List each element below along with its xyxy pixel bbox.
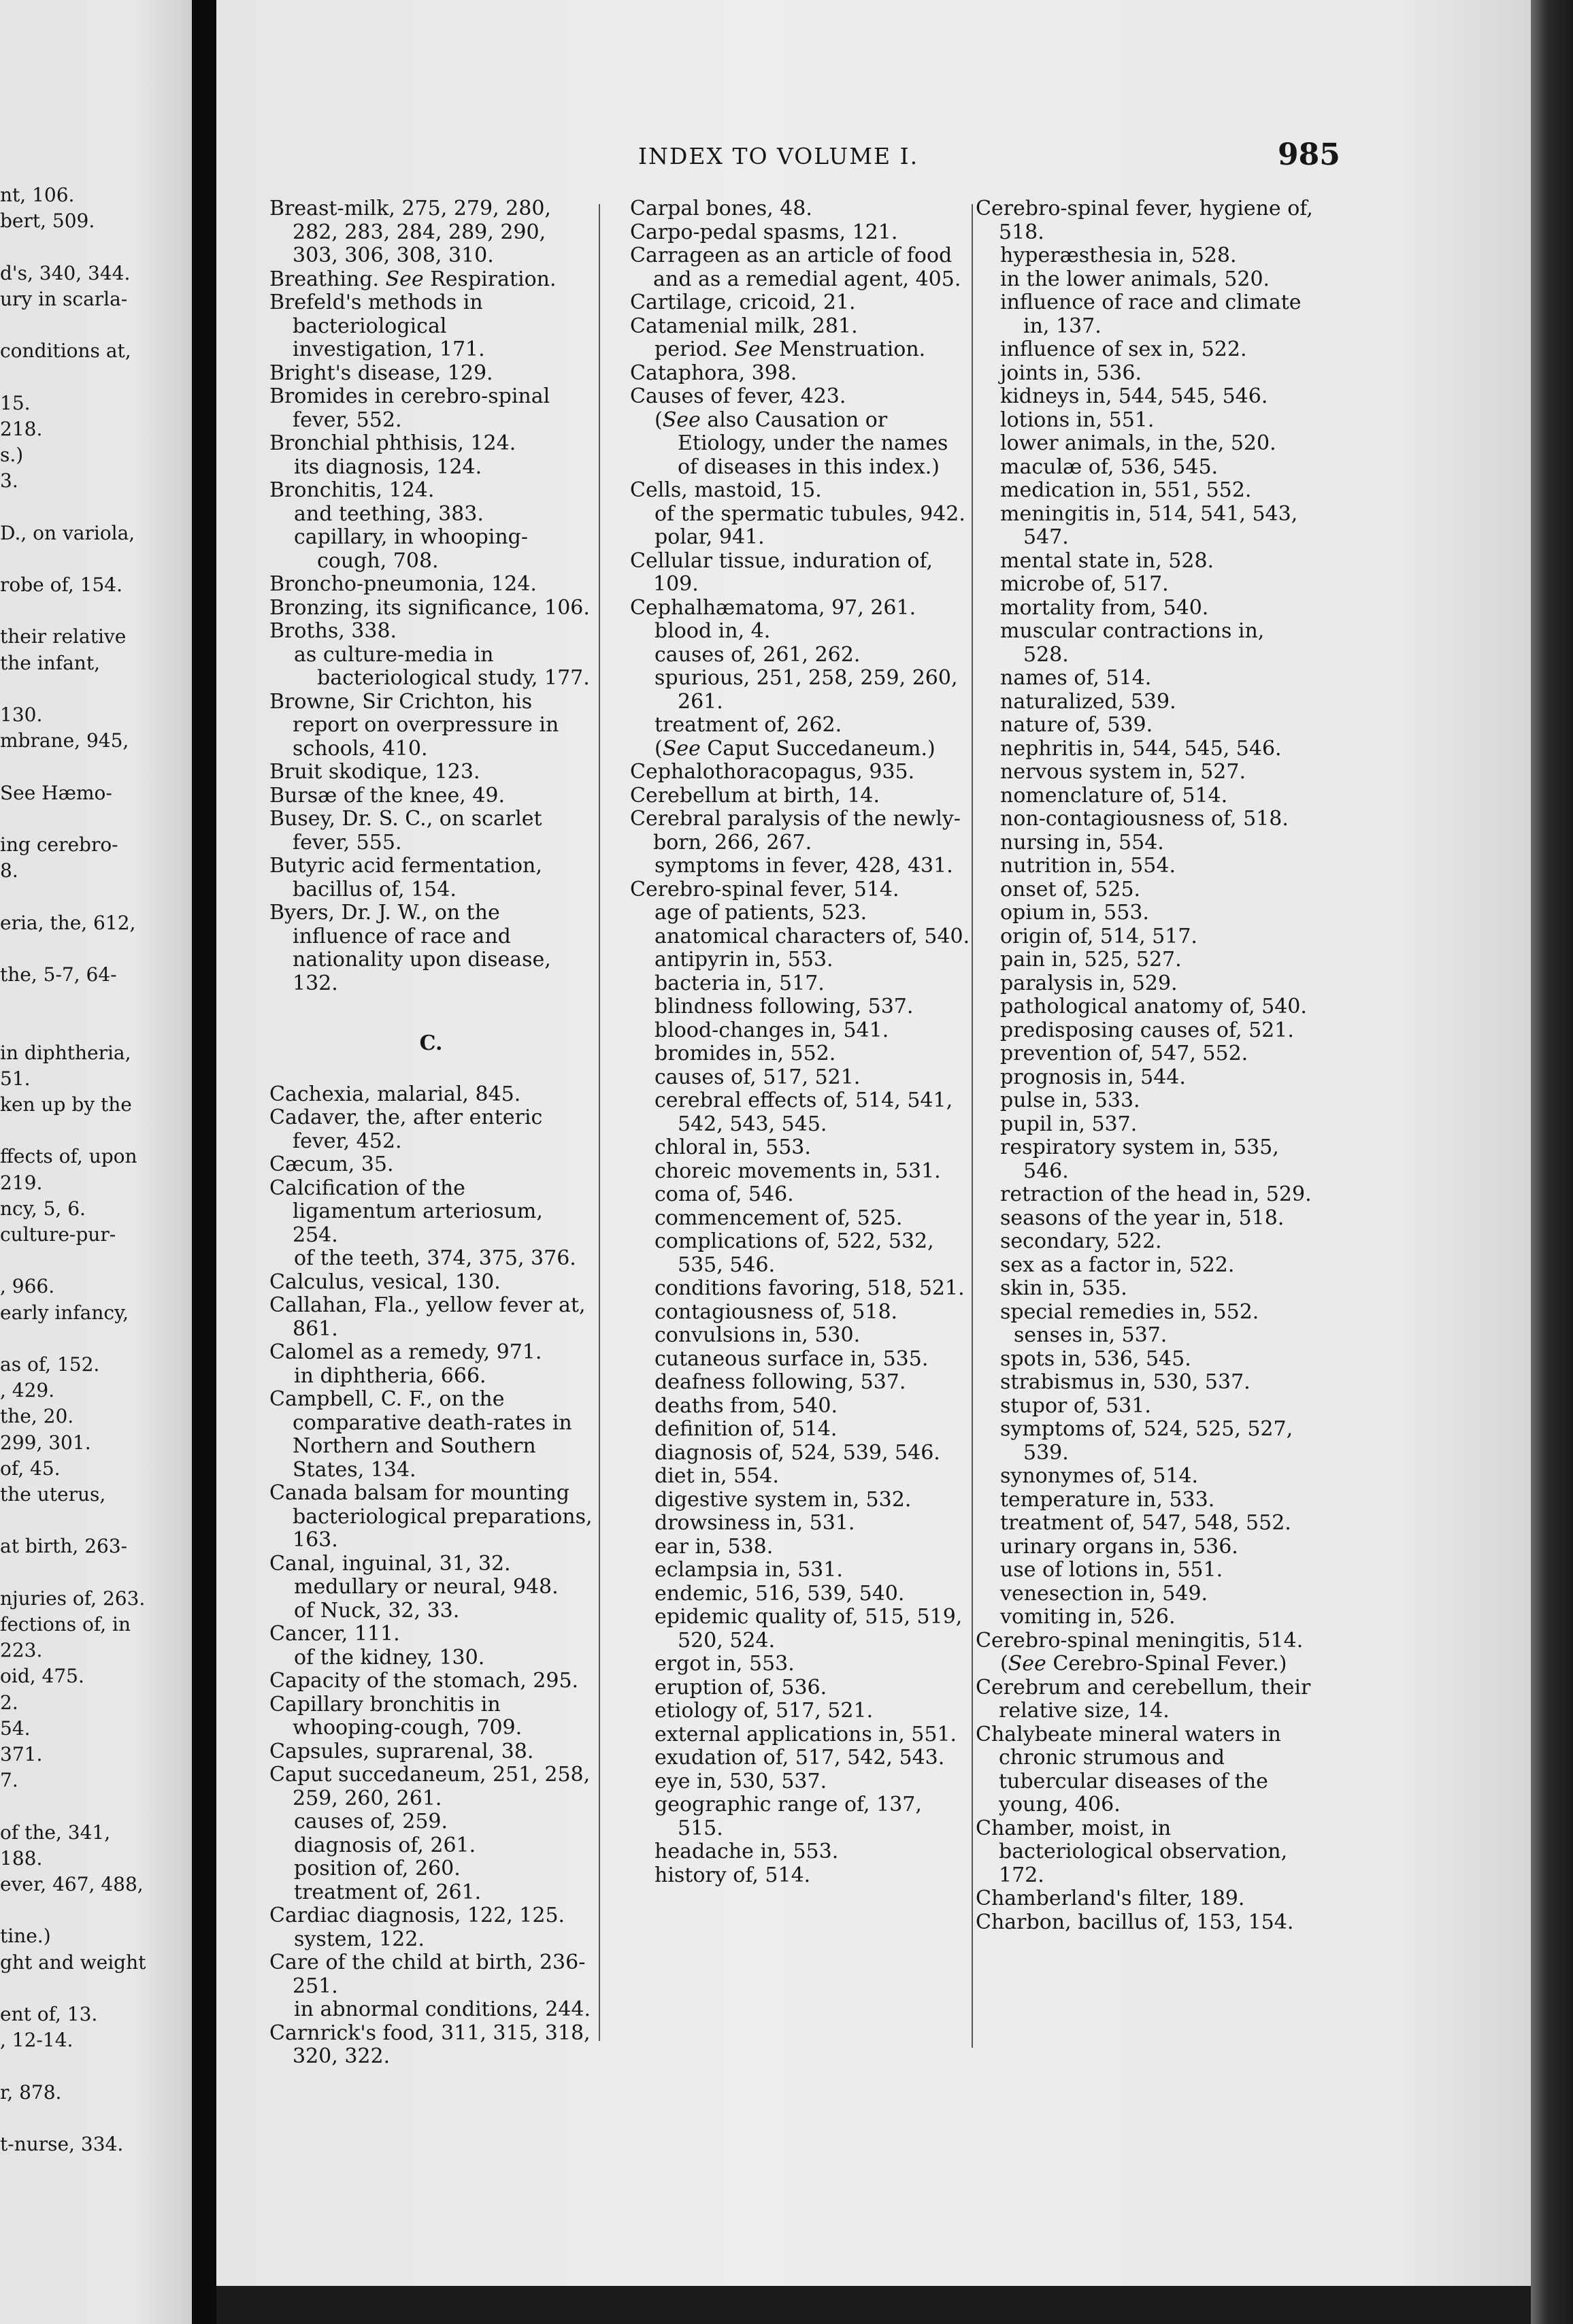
index-subentry: in abnormal conditions, 244. (294, 1997, 591, 2021)
index-subentry: causes of, 259. (294, 1810, 448, 1833)
index-entry: Cachexia, malarial, 845. (269, 1082, 521, 1106)
index-subentry: paralysis in, 529. (1000, 971, 1178, 995)
index-subentry: etiology of, 517, 521. (655, 1699, 874, 1723)
index-subentry: antipyrin in, 553. (655, 948, 833, 972)
index-entry: Chamberland's filter, 189. (976, 1887, 1245, 1910)
index-subentry: external applications in, 551. (655, 1722, 957, 1746)
index-entry: Breast-milk, 275, 279, 280, 282, 283, 284, 289, 290, 303, 306, 308, 310. (269, 197, 551, 267)
running-head: INDEX TO VOLUME I. (638, 143, 919, 169)
index-subentry: (See Cerebro-Spinal Fever.) (1000, 1652, 1287, 1676)
facing-page-line: d's, 340, 344. (0, 261, 131, 284)
index-subentry: skin in, 535. (1000, 1276, 1127, 1300)
facing-page-line: 51. (0, 1067, 31, 1090)
facing-page-line: ffects of, upon (0, 1145, 137, 1168)
facing-page-line: ght and weight (0, 1950, 146, 1974)
index-entry: Cephalhæmatoma, 97, 261. (630, 595, 916, 620)
index-subentry: position of, 260. (294, 1857, 461, 1880)
facing-page-line: at birth, 263- (0, 1535, 128, 1558)
facing-page-line: 188. (0, 1846, 43, 1870)
index-subentry: as culture-media in bacteriological study, 177. (294, 642, 590, 690)
index-subentry: of the spermatic tubules, 942. (655, 501, 965, 526)
index-subentry: synonymes of, 514. (1000, 1464, 1199, 1488)
index-subentry: use of lotions in, 551. (1000, 1558, 1223, 1582)
facing-page-line: eria, the, 612, (0, 911, 136, 934)
index-entry: Callahan, Fla., yellow fever at, 861. (269, 1293, 586, 1341)
index-subentry: diagnosis of, 261. (294, 1833, 476, 1857)
index-entry: Calculus, vesical, 130. (269, 1269, 501, 1294)
index-subentry: blindness following, 537. (655, 995, 914, 1018)
index-entry: Byers, Dr. J. W., on the influence of race and nationality upon disease, 132. (269, 901, 551, 995)
index-subentry: maculæ of, 536, 545. (1000, 454, 1219, 479)
index-entry: Bruit skodique, 123. (269, 760, 480, 784)
index-subentry: pulse in, 533. (1000, 1089, 1140, 1112)
facing-page-line: See Hæmo- (0, 781, 112, 804)
facing-page-line: 130. (0, 703, 43, 726)
index-subentry: stupor of, 531. (1000, 1393, 1151, 1418)
index-subentry: kidneys in, 544, 545, 546. (1000, 384, 1268, 408)
index-subentry: retraction of the head in, 529. (1000, 1182, 1312, 1206)
facing-page-line: r, 878. (0, 2080, 62, 2104)
index-subentry: blood in, 4. (655, 619, 771, 643)
index-subentry: complications of, 522, 532, 535, 546. (655, 1229, 934, 1277)
index-entry: Campbell, C. F., on the comparative death-rates in Northern and Southern States, 134. (269, 1387, 572, 1482)
index-entry: Bright's disease, 129. (269, 361, 493, 385)
index-entry: Cardiac diagnosis, 122, 125. (269, 1904, 565, 1927)
index-subentry: onset of, 525. (1000, 877, 1141, 901)
index-subentry: deaths from, 540. (655, 1393, 838, 1418)
index-entry: Cerebro-spinal fever, hygiene of, 518. (976, 197, 1313, 244)
index-entry: Browne, Sir Crichton, his report on overpressure in schools, 410. (269, 689, 559, 761)
index-subentry: symptoms of, 524, 525, 527, 539. (1000, 1417, 1293, 1465)
index-entry: Chamber, moist, in bacteriological observation, 172. (976, 1816, 1288, 1887)
facing-page-line: the, 5-7, 64- (0, 963, 117, 986)
index-subentry: pathological anatomy of, 540. (1000, 995, 1307, 1018)
index-subentry: mortality from, 540. (1000, 595, 1209, 620)
facing-page-line: t-nurse, 334. (0, 2133, 124, 2155)
facing-page-line: D., on variola, (0, 521, 135, 544)
index-subentry: treatment of, 261. (294, 1880, 482, 1904)
index-subentry: pain in, 525, 527. (1000, 948, 1182, 972)
index-subentry: ear in, 538. (655, 1534, 774, 1559)
index-column-1 (269, 197, 593, 2069)
facing-page-line: in diphtheria, (0, 1041, 131, 1064)
index-subentry: cerebral effects of, 514, 541, 542, 543, 545. (655, 1089, 953, 1136)
index-subentry: pupil in, 537. (1000, 1112, 1138, 1136)
facing-page-line: 219. (0, 1171, 43, 1194)
index-subentry: medication in, 551, 552. (1000, 478, 1252, 502)
facing-page-line: 2. (0, 1691, 18, 1714)
index-subentry: special remedies in, 552. (1000, 1299, 1259, 1324)
index-subentry: capillary, in whooping-cough, 708. (294, 525, 528, 573)
index-entry: Carpo-pedal spasms, 121. (630, 220, 898, 244)
index-subentry: symptoms in fever, 428, 431. (655, 854, 953, 878)
index-subentry: system, 122. (294, 1927, 425, 1951)
facing-page-line: mbrane, 945, (0, 729, 129, 752)
index-subentry: nervous system in, 527. (1000, 760, 1246, 784)
index-subentry: nomenclature of, 514. (1000, 783, 1228, 808)
index-column-3 (976, 197, 1316, 1934)
facing-page-line: ury in scarla- (0, 287, 128, 310)
index-subentry: digestive system in, 532. (655, 1487, 912, 1512)
facing-page-line: as of, 152. (0, 1353, 100, 1376)
index-entry: Cells, mastoid, 15. (630, 478, 822, 502)
index-entry: Broths, 338. (269, 619, 397, 643)
index-subentry: bromides in, 552. (655, 1042, 836, 1065)
facing-page-line: 223. (0, 1639, 43, 1662)
index-entry: Canal, inguinal, 31, 32. (269, 1551, 511, 1576)
facing-page-line: oid, 475. (0, 1665, 84, 1688)
index-entry: Cellular tissue, induration of, 109. (630, 548, 933, 596)
index-subentry: of Nuck, 32, 33. (294, 1598, 460, 1623)
index-subentry: and teething, 383. (294, 501, 484, 526)
facing-page-line: 54. (0, 1716, 31, 1740)
index-subentry: eye in, 530, 537. (655, 1769, 827, 1793)
index-subentry: opium in, 553. (1000, 901, 1149, 925)
index-entry: Cerebro-spinal fever, 514. (630, 877, 899, 901)
index-subentry: strabismus in, 530, 537. (1000, 1370, 1251, 1394)
index-entry: Calomel as a remedy, 971. (269, 1340, 542, 1364)
index-subentry: conditions favoring, 518, 521. (655, 1276, 965, 1300)
facing-page-line: ing cerebro- (0, 833, 118, 856)
index-subentry: cutaneous surface in, 535. (655, 1346, 929, 1371)
index-subentry: (See Caput Succedaneum.) (655, 736, 935, 761)
index-subentry: its diagnosis, 124. (294, 454, 482, 479)
facing-page-fragment (0, 0, 192, 2324)
index-subentry: vomiting in, 526. (1000, 1605, 1176, 1629)
index-entry: Cataphora, 398. (630, 361, 797, 385)
index-subentry: predisposing causes of, 521. (1000, 1018, 1294, 1042)
index-entry: Care of the child at birth, 236-251. (269, 1950, 586, 1998)
index-subentry: non-contagiousness of, 518. (1000, 807, 1289, 831)
facing-page-line: 3. (0, 469, 18, 493)
index-subentry: respiratory system in, 535, 546. (1000, 1135, 1279, 1183)
index-entry: Calcification of the ligamentum arteriosum, 254. (269, 1176, 543, 1247)
index-subentry: headache in, 553. (655, 1840, 839, 1863)
column-divider (972, 204, 973, 2048)
index-subentry: definition of, 514. (655, 1417, 838, 1441)
facing-page-line: conditions at, (0, 339, 131, 363)
index-subentry: causes of, 517, 521. (655, 1065, 861, 1089)
index-entry: Cerebro-spinal meningitis, 514. (976, 1628, 1304, 1653)
index-page (216, 0, 1531, 2286)
index-entry: Broncho-pneumonia, 124. (269, 572, 537, 596)
index-entry: Breathing. See Respiration. (269, 267, 557, 291)
index-subentry: lower animals, in the, 520. (1000, 431, 1276, 455)
index-subentry: anatomical characters of, 540. (655, 924, 970, 948)
index-subentry: diagnosis of, 524, 539, 546. (655, 1440, 940, 1465)
index-subentry: hyperæsthesia in, 528. (1000, 244, 1237, 267)
facing-page-line: early infancy, (0, 1301, 129, 1324)
index-subentry: secondary, 522. (1000, 1229, 1162, 1253)
index-entry: Canada balsam for mounting bacteriological preparations, 163. (269, 1481, 593, 1552)
facing-page-line: 218. (0, 417, 43, 440)
index-subentry: ergot in, 553. (655, 1652, 795, 1676)
book-gutter (192, 0, 216, 2324)
index-subentry: bacteria in, 517. (655, 971, 825, 995)
index-entry: Catamenial milk, 281. (630, 314, 858, 338)
index-subentry: period. See Menstruation. (655, 337, 926, 361)
index-subentry: nutrition in, 554. (1000, 854, 1176, 878)
section-letter: C. (419, 1031, 443, 1055)
index-entry: Carrageen as an article of food and as a remedial agent, 405. (630, 244, 961, 291)
index-subentry: blood-changes in, 541. (655, 1018, 889, 1042)
facing-page-line: nt, 106. (0, 184, 75, 206)
index-subentry: spurious, 251, 258, 259, 260, 261. (655, 666, 958, 714)
facing-page-line: of, 45. (0, 1457, 61, 1480)
facing-page-line: the infant, (0, 651, 100, 674)
index-entry: Causes of fever, 423. (630, 384, 846, 408)
index-subentry: microbe of, 517. (1000, 572, 1169, 596)
index-entry: Bronchial phthisis, 124. (269, 431, 516, 455)
facing-page-line: s.) (0, 444, 24, 466)
index-subentry: in diphtheria, 666. (294, 1363, 486, 1388)
index-subentry: mental state in, 528. (1000, 548, 1214, 573)
index-entry: Butyric acid fermentation, bacillus of, 154. (269, 854, 542, 901)
facing-page-line: their relative (0, 625, 127, 648)
facing-page-line: , 12-14. (0, 2029, 73, 2052)
index-subentry: urinary organs in, 536. (1000, 1534, 1238, 1559)
index-subentry: medullary or neural, 948. (294, 1575, 559, 1599)
index-subentry: commencement of, 525. (655, 1206, 903, 1230)
facing-page-line: 8. (0, 859, 18, 882)
page-number: 985 (1278, 137, 1340, 172)
facing-page-line: robe of, 154. (0, 574, 123, 596)
index-subentry: origin of, 514, 517. (1000, 924, 1197, 948)
facing-page-line: ncy, 5, 6. (0, 1197, 86, 1220)
column-divider (599, 204, 600, 2041)
index-entry: Cadaver, the, after enteric fever, 452. (269, 1106, 543, 1153)
index-subentry: nursing in, 554. (1000, 830, 1164, 854)
index-subentry: of the kidney, 130. (294, 1645, 485, 1670)
page-header (216, 137, 1531, 184)
index-subentry: nature of, 539. (1000, 713, 1153, 737)
index-subentry: naturalized, 539. (1000, 689, 1176, 714)
facing-page-line: the, 20. (0, 1405, 74, 1428)
index-subentry: treatment of, 262. (655, 713, 842, 737)
index-subentry: geographic range of, 137, 515. (655, 1793, 922, 1840)
facing-page-line: 371. (0, 1743, 43, 1765)
index-subentry: endemic, 516, 539, 540. (655, 1581, 905, 1606)
index-subentry: seasons of the year in, 518. (1000, 1206, 1285, 1230)
index-entry: Cerebellum at birth, 14. (630, 783, 880, 808)
index-subentry: choreic movements in, 531. (655, 1159, 941, 1183)
index-subentry: venesection in, 549. (1000, 1581, 1208, 1606)
facing-page-line: njuries of, 263. (0, 1587, 146, 1610)
index-subentry: convulsions in, 530. (655, 1323, 861, 1347)
index-entry: Charbon, bacillus of, 153, 154. (976, 1910, 1294, 1934)
index-subentry: influence of sex in, 522. (1000, 337, 1247, 361)
index-entry: Capillary bronchitis in whooping-cough, 709. (269, 1692, 523, 1740)
index-subentry: eruption of, 536. (655, 1675, 827, 1699)
index-subentry: of the teeth, 374, 375, 376. (294, 1246, 576, 1270)
index-entry: Cancer, 111. (269, 1622, 400, 1646)
index-entry: Cephalothoracopagus, 935. (630, 760, 915, 784)
index-subentry: joints in, 536. (1000, 361, 1142, 385)
index-entry: Bronzing, its significance, 106. (269, 595, 590, 620)
index-subentry: age of patients, 523. (655, 901, 867, 925)
index-entry: Caput succedaneum, 251, 258, 259, 260, 261. (269, 1763, 591, 1810)
facing-page-line: , 966. (0, 1275, 55, 1298)
index-subentry: prevention of, 547, 552. (1000, 1042, 1248, 1065)
index-entry: Cæcum, 35. (269, 1152, 394, 1176)
index-subentry: epidemic quality of, 515, 519, 520, 524. (655, 1605, 963, 1653)
index-subentry: deafness following, 537. (655, 1370, 906, 1394)
index-subentry: causes of, 261, 262. (655, 642, 861, 667)
index-subentry: (See also Causation or Etiology, under the names of diseases in this index.) (655, 408, 948, 479)
index-subentry: diet in, 554. (655, 1464, 779, 1488)
index-subentry: influence of race and climate in, 137. (1000, 290, 1302, 338)
index-entry: Brefeld's methods in bacteriological investigation, 171. (269, 290, 485, 361)
index-subentry: contagiousness of, 518. (655, 1299, 898, 1324)
index-subentry: polar, 941. (655, 525, 765, 549)
index-subentry: prognosis in, 544. (1000, 1065, 1186, 1089)
facing-page-line: of the, 341, (0, 1821, 111, 1844)
page-edge (1531, 0, 1573, 2324)
page-bottom-shadow (216, 2286, 1531, 2324)
index-entry: Busey, Dr. S. C., on scarlet fever, 555. (269, 807, 542, 854)
index-entry: Cartilage, cricoid, 21. (630, 290, 856, 314)
index-subentry: exudation of, 517, 542, 543. (655, 1746, 945, 1770)
facing-page-line: tine.) (0, 1925, 51, 1948)
facing-page-line: the uterus, (0, 1483, 106, 1506)
index-subentry: sex as a factor in, 522. (1000, 1252, 1235, 1277)
index-subentry: history of, 514. (655, 1863, 811, 1887)
index-subentry: temperature in, 533. (1000, 1487, 1215, 1512)
facing-page-line: ent of, 13. (0, 2003, 98, 2025)
index-subentry: treatment of, 547, 548, 552. (1000, 1511, 1291, 1535)
facing-page-line: culture-pur- (0, 1223, 116, 1246)
facing-page-line: 299, 301. (0, 1431, 91, 1454)
index-subentry: lotions in, 551. (1000, 408, 1155, 432)
index-entry: Bromides in cerebro-spinal fever, 552. (269, 384, 550, 432)
facing-page-line: ken up by the (0, 1093, 132, 1116)
index-entry: Cerebrum and cerebellum, their relative size, 14. (976, 1675, 1311, 1723)
facing-page-line: 15. (0, 391, 31, 414)
index-subentry: coma of, 546. (655, 1182, 794, 1206)
index-entry: Cerebral paralysis of the newly-born, 266, 267. (630, 807, 961, 854)
index-subentry: drowsiness in, 531. (655, 1511, 855, 1535)
index-subentry: names of, 514. (1000, 666, 1152, 690)
facing-page-line: 7. (0, 1769, 18, 1792)
index-subentry: in the lower animals, 520. (1000, 267, 1270, 291)
index-subentry: meningitis in, 514, 541, 543, 547. (1000, 501, 1298, 549)
index-entry: Chalybeate mineral waters in chronic strumous and tubercular diseases of the young, 406. (976, 1722, 1281, 1816)
index-entry: Capacity of the stomach, 295. (269, 1669, 579, 1693)
index-subentry: muscular contractions in, 528. (1000, 619, 1265, 667)
facing-page-line: bert, 509. (0, 210, 95, 233)
index-entry: Bursæ of the knee, 49. (269, 783, 505, 808)
index-entry: Capsules, suprarenal, 38. (269, 1739, 534, 1763)
index-subentry: senses in, 537. (1014, 1323, 1168, 1347)
index-column-2 (630, 197, 970, 1887)
index-subentry: spots in, 536, 545. (1000, 1346, 1191, 1371)
index-subentry: chloral in, 553. (655, 1135, 811, 1159)
index-subentry: nephritis in, 544, 545, 546. (1000, 736, 1282, 761)
index-entry: Bronchitis, 124. (269, 478, 435, 502)
facing-page-line: ever, 467, 488, (0, 1873, 144, 1895)
facing-page-line: fections of, in (0, 1613, 131, 1636)
index-subentry: eclampsia in, 531. (655, 1558, 843, 1582)
facing-page-line: , 429. (0, 1379, 55, 1402)
index-entry: Carpal bones, 48. (630, 197, 812, 220)
index-entry: Carnrick's food, 311, 315, 318, 320, 322. (269, 2021, 591, 2068)
